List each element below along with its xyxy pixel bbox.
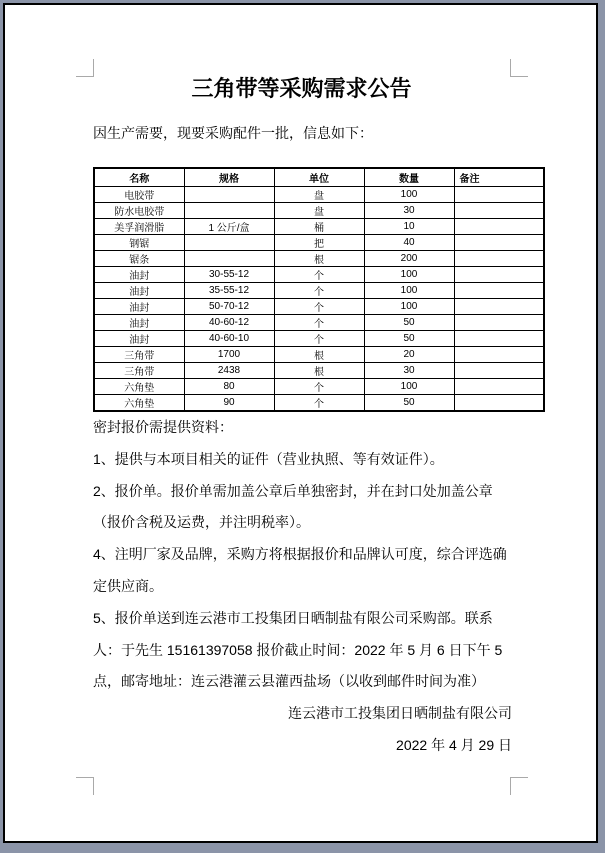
table-cell (454, 283, 544, 299)
table-cell: 100 (364, 379, 454, 395)
table-row (94, 235, 544, 251)
table-cell: 50-70-12 (184, 299, 274, 315)
paragraph: 2、报价单。报价单需加盖公章后单独密封，并在封口处加盖公章（报价含税及运费，并注明税率）。 (93, 482, 493, 531)
table-row (94, 267, 544, 283)
table-cell (454, 187, 544, 203)
table-cell: 六角垫 (94, 379, 184, 395)
table-cell: 防水电胶带 (94, 203, 184, 219)
table-cell: 个 (274, 267, 364, 283)
table-cell (454, 395, 544, 412)
table-cell: 电胶带 (94, 187, 184, 203)
table-cell (454, 267, 544, 283)
margin-mark-top-left-icon (76, 59, 94, 77)
table-row (94, 347, 544, 363)
document-page (3, 3, 598, 843)
table-cell: 20 (364, 347, 454, 363)
table-cell: 35-55-12 (184, 283, 274, 299)
table-cell: 1 公斤/盒 (184, 219, 274, 235)
table-row (94, 299, 544, 315)
table-cell: 个 (274, 315, 364, 331)
table-cell: 油封 (94, 299, 184, 315)
intro-paragraph: 因生产需要，现要采购配件一批，信息如下： (93, 125, 373, 141)
table-cell (454, 331, 544, 347)
margin-mark-top-right-icon (510, 59, 528, 77)
table-row (94, 315, 544, 331)
paragraph: 连云港市工投集团日晒制盐有限公司 (288, 705, 512, 722)
table-cell: 100 (364, 267, 454, 283)
table-cell: 油封 (94, 315, 184, 331)
column-header: 数量 (364, 168, 454, 187)
table-cell: 盘 (274, 187, 364, 203)
paragraph: 1、提供与本项目相关的证件（营业执照、等有效证件）。 (93, 450, 444, 467)
table-cell: 个 (274, 379, 364, 395)
table-cell: 30-55-12 (184, 267, 274, 283)
table-cell: 30 (364, 203, 454, 219)
table-cell: 40-60-12 (184, 315, 274, 331)
table-cell: 1700 (184, 347, 274, 363)
table-cell (184, 251, 274, 267)
table-cell: 盘 (274, 203, 364, 219)
paragraph: 密封报价需提供资料： (93, 419, 233, 435)
items-table (93, 167, 545, 412)
table-cell: 钢锯 (94, 235, 184, 251)
table-cell: 根 (274, 363, 364, 379)
column-header: 规格 (184, 168, 274, 187)
body-paragraphs (93, 412, 512, 762)
table-cell: 锯条 (94, 251, 184, 267)
table-cell: 桶 (274, 219, 364, 235)
table-cell: 油封 (94, 283, 184, 299)
table-cell: 100 (364, 283, 454, 299)
table-cell: 100 (364, 187, 454, 203)
table-cell: 六角垫 (94, 395, 184, 412)
table-cell (454, 315, 544, 331)
table-body (94, 187, 544, 412)
table-cell (454, 219, 544, 235)
table-cell (454, 251, 544, 267)
table-cell (454, 379, 544, 395)
table-cell: 200 (364, 251, 454, 267)
table-cell (184, 203, 274, 219)
table-cell: 三角带 (94, 363, 184, 379)
table-cell: 个 (274, 395, 364, 412)
table-cell (454, 363, 544, 379)
table-cell: 30 (364, 363, 454, 379)
table-cell: 40-60-10 (184, 331, 274, 347)
table-cell: 把 (274, 235, 364, 251)
table-cell: 10 (364, 219, 454, 235)
table-cell: 美孚润滑脂 (94, 219, 184, 235)
paragraph: 5、报价单送到连云港市工投集团日晒制盐有限公司采购部。联系人：于先生 15161397058 报价截止时间：2022 年 5 月 6 日下午 5 点，邮寄地址：连云港灌云县灌西盐场（以收到邮件时间为准） (93, 609, 503, 690)
table-row (94, 379, 544, 395)
table-cell (454, 235, 544, 251)
table-row (94, 187, 544, 203)
margin-mark-bottom-right-icon (510, 777, 528, 795)
table-cell (184, 235, 274, 251)
table-cell: 个 (274, 299, 364, 315)
table-header-row (94, 168, 544, 187)
table-row (94, 283, 544, 299)
table-cell (454, 203, 544, 219)
table-row (94, 395, 544, 412)
table-cell (454, 299, 544, 315)
table-cell: 个 (274, 331, 364, 347)
document-title: 三角带等采购需求公告 (191, 76, 412, 101)
table-cell: 根 (274, 347, 364, 363)
table-cell: 油封 (94, 331, 184, 347)
table-cell: 40 (364, 235, 454, 251)
table-cell: 100 (364, 299, 454, 315)
table-cell: 80 (184, 379, 274, 395)
column-header: 单位 (274, 168, 364, 187)
column-header: 备注 (454, 168, 544, 187)
margin-mark-bottom-left-icon (76, 777, 94, 795)
table-row (94, 251, 544, 267)
table-row (94, 203, 544, 219)
paragraph: 2022 年 4 月 29 日 (396, 736, 512, 753)
table-cell: 50 (364, 331, 454, 347)
table-cell: 根 (274, 251, 364, 267)
table-row (94, 331, 544, 347)
table-cell (454, 347, 544, 363)
table-cell: 90 (184, 395, 274, 412)
table-cell: 个 (274, 283, 364, 299)
table-cell: 50 (364, 395, 454, 412)
column-header: 名称 (94, 168, 184, 187)
paragraph: 4、注明厂家及品牌，采购方将根据报价和品牌认可度，综合评选确定供应商。 (93, 546, 507, 594)
table-cell (184, 187, 274, 203)
table-cell: 油封 (94, 267, 184, 283)
table-row (94, 219, 544, 235)
table-cell: 2438 (184, 363, 274, 379)
table-cell: 三角带 (94, 347, 184, 363)
table-cell: 50 (364, 315, 454, 331)
table-row (94, 363, 544, 379)
